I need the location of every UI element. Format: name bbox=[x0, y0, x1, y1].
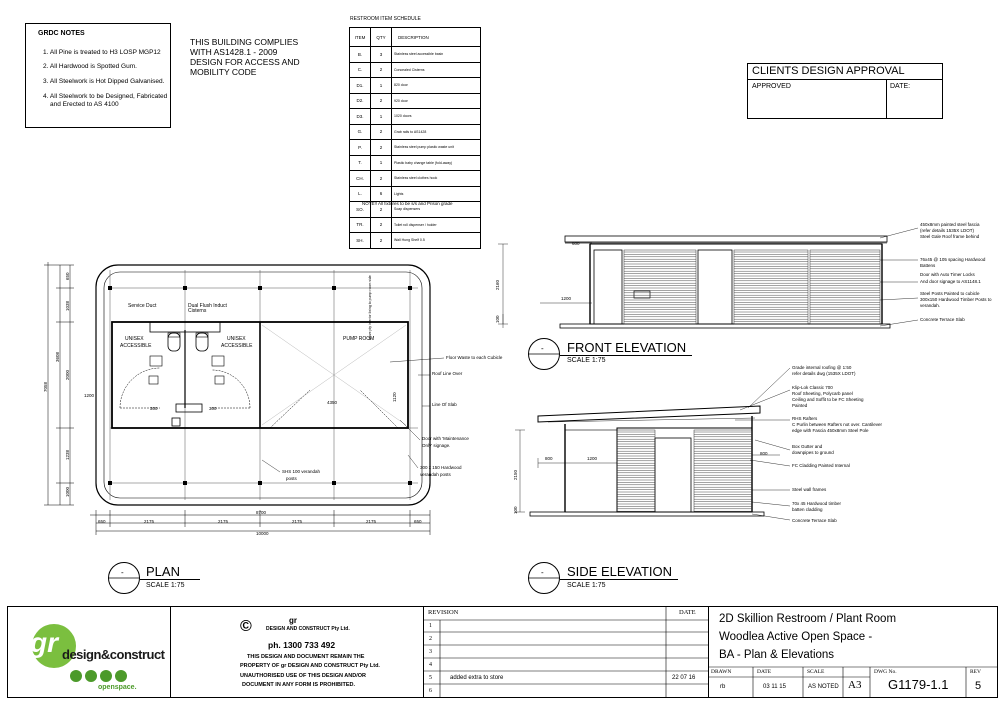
side-callout-8: C Purlin between Rafters not over. Cantilever bbox=[792, 422, 883, 427]
front-callout-1: 450x8mm painted steel fascia bbox=[920, 222, 980, 227]
side-callout-11: downpipes to ground bbox=[792, 450, 834, 455]
revision-date-header: DATE bbox=[679, 609, 696, 616]
side-callout-3: Klip-Lok Classic 700 bbox=[792, 385, 833, 390]
front-title: FRONT ELEVATION bbox=[567, 340, 687, 355]
front-callout-6: Door with Auto Timer Locks bbox=[920, 272, 975, 277]
front-callout-10: verandah. bbox=[920, 303, 941, 308]
front-callout-8: Steel Posts Painted to cubicle bbox=[920, 291, 980, 296]
approval-date-label: DATE: bbox=[890, 83, 911, 90]
scale-label: SCALE bbox=[807, 669, 825, 675]
side-callout-15: batten cladding bbox=[792, 507, 823, 512]
schedule-desc: 920 door bbox=[392, 93, 481, 109]
schedule-qty: 2 bbox=[371, 202, 392, 218]
schedule-qty: 1 bbox=[371, 155, 392, 171]
rev-value: 5 bbox=[975, 680, 982, 692]
approval-title: CLIENTS DESIGN APPROVAL bbox=[752, 65, 905, 77]
schedule-qty: 2 bbox=[371, 217, 392, 233]
schedule-item: D1. bbox=[350, 78, 371, 94]
compliance-line-4: MOBILITY CODE bbox=[190, 67, 257, 77]
legal-line-2: PROPERTY OF gr DESIGN AND CONSTRUCT Pty Ltd. bbox=[240, 663, 380, 669]
schedule-desc: Concealed Cisterns bbox=[392, 62, 481, 78]
revision-num-5: 5 bbox=[429, 675, 432, 681]
revision-text-5: added extra to store bbox=[450, 675, 504, 681]
schedule-item: T. bbox=[350, 155, 371, 171]
schedule-item: D2. bbox=[350, 93, 371, 109]
schedule-header-desc: DESCRIPTION bbox=[392, 28, 481, 47]
plan-dim-left-6: 1000 bbox=[65, 486, 70, 497]
side-callout-16: Concrete Terrace Slab bbox=[792, 518, 837, 523]
revision-header: REVISION bbox=[428, 609, 459, 616]
side-callout-2: refer details dwg (1535X LDOT) bbox=[792, 371, 856, 376]
plan-dim-bottom-1: 650 bbox=[98, 519, 106, 524]
plan-scale: SCALE 1:75 bbox=[146, 582, 185, 589]
plan-dim-1120: 1120 bbox=[392, 392, 397, 402]
schedule-desc: Plastic baby change table (fold-away) bbox=[392, 155, 481, 171]
plan-dim-bottom-2: 2175 bbox=[144, 519, 155, 524]
company-phone: ph. 1300 733 492 bbox=[268, 640, 336, 650]
side-callout-1: Grade internal roofing @ 1:50 bbox=[792, 365, 852, 370]
side-callout-13: Steel wall frames bbox=[792, 487, 827, 492]
side-dim-1200: 1200 bbox=[587, 456, 598, 461]
schedule-item: CH. bbox=[350, 171, 371, 187]
schedule-qty: 6 bbox=[371, 186, 392, 202]
side-callout-7: RHS Rafters bbox=[792, 416, 818, 421]
schedule-desc: 1020 doors bbox=[392, 109, 481, 125]
side-callout-4: Roof Sheeting, Polycarb panel bbox=[792, 391, 853, 396]
compliance-line-2: WITH AS1428.1 - 2009 bbox=[190, 47, 278, 57]
revision-num-3: 3 bbox=[429, 649, 432, 655]
front-callout-3: Steel Gale Roof frame behind bbox=[920, 234, 980, 239]
schedule-qty: 2 bbox=[371, 140, 392, 156]
schedule-desc: Stainless steel accessible basin bbox=[392, 47, 481, 63]
plan-label-accessible-right: ACCESSIBLE bbox=[221, 343, 253, 349]
plan-callout-roof-line: Roof Line Over bbox=[432, 371, 463, 376]
plan-label-wall-note: Move ply interior lining to pump room side bbox=[368, 275, 372, 340]
front-callout-11: Concrete Terrace Slab bbox=[920, 317, 965, 322]
plan-label-cisterns: Dual Flush Induct Cisterns bbox=[188, 303, 227, 314]
schedule-qty: 1 bbox=[371, 109, 392, 125]
compliance-line-1: THIS BUILDING COMPLIES bbox=[190, 37, 299, 47]
project-title-2: Woodlea Active Open Space - bbox=[719, 631, 873, 643]
drawn-value: rb bbox=[720, 684, 726, 690]
copyright-icon: © bbox=[240, 618, 252, 635]
plan-dim-bottom-5: 2175 bbox=[366, 519, 377, 524]
plan-dim-300a: 300 bbox=[150, 406, 158, 411]
plan-dim-bottom-6: 650 bbox=[414, 519, 422, 524]
revision-date-5: 22 07 16 bbox=[672, 675, 696, 681]
legal-line-1: THIS DESIGN AND DOCUMENT REMAIN THE bbox=[247, 654, 365, 660]
plan-title-marker-text: - bbox=[121, 568, 124, 577]
schedule-desc: 820 door bbox=[392, 78, 481, 94]
front-dim-600: 600 bbox=[572, 241, 580, 246]
grdc-note-2: 2. All Hardwood is Spotted Gum. bbox=[43, 63, 137, 70]
logo-text: design&construct bbox=[62, 647, 165, 662]
revision-num-1: 1 bbox=[429, 623, 432, 629]
schedule-qty: 2 bbox=[371, 171, 392, 187]
front-callout-9: 300x150 Hardwood Timber Posts to bbox=[920, 297, 992, 302]
date-label: DATE bbox=[757, 669, 772, 675]
plan-callout-door-2: Only' signage. bbox=[422, 443, 451, 448]
company-name: DESIGN AND CONSTRUCT Pty Ltd. bbox=[266, 626, 350, 632]
side-dim-800b: 800 bbox=[760, 451, 768, 456]
plan-dim-left-total: 7058 bbox=[43, 381, 48, 392]
grdc-note-3: 3. All Steelwork is Hot Dipped Galvanised. bbox=[43, 78, 165, 85]
company-mark: gr bbox=[289, 616, 297, 625]
front-dim-100: 100 bbox=[495, 315, 500, 323]
revision-num-6: 6 bbox=[429, 688, 432, 694]
schedule-desc: Stainless steel pump plastic waste unit bbox=[392, 140, 481, 156]
plan-label-unisex-left: UNISEX bbox=[125, 336, 144, 342]
plan-label-accessible-left: ACCESSIBLE bbox=[120, 343, 152, 349]
schedule-title: RESTROOM ITEM SCHEDULE bbox=[350, 16, 421, 22]
schedule-qty: 2 bbox=[371, 233, 392, 249]
front-callout-5: Battens bbox=[920, 263, 936, 268]
plan-callout-line-of-slab: Line Of Slab bbox=[432, 402, 457, 407]
plan-label-pump-room: PUMP ROOM bbox=[343, 336, 375, 342]
plan-callout-floor-waste: Floor Waste to each Cubicle bbox=[446, 355, 503, 360]
side-callout-14: 70x 45 Hardwood timber bbox=[792, 501, 842, 506]
schedule-item: C. bbox=[350, 62, 371, 78]
plan-dim-300b: 300 bbox=[209, 406, 217, 411]
plan-dim-left-1: 650 bbox=[65, 272, 70, 280]
plan-label-unisex-right: UNISEX bbox=[227, 336, 246, 342]
schedule-item: L. bbox=[350, 186, 371, 202]
side-dim-800a: 800 bbox=[545, 456, 553, 461]
side-title-marker-text: - bbox=[541, 568, 544, 577]
plan-callout-shs-2: posts bbox=[286, 476, 297, 481]
grdc-notes-title: GRDC NOTES bbox=[38, 30, 85, 37]
front-callout-7: And door signage to AS1148.1 bbox=[920, 279, 981, 284]
schedule-item: B. bbox=[350, 47, 371, 63]
plan-label-service-duct: Service Duct bbox=[128, 303, 157, 309]
side-callout-9: edge with Fascia 450x8mm Steel Pole bbox=[792, 428, 869, 433]
schedule-qty: 2 bbox=[371, 124, 392, 140]
side-scale: SCALE 1:75 bbox=[567, 582, 606, 589]
front-callout-4: 76x45 @ 105 spacing Hardwood bbox=[920, 257, 986, 262]
plan-dim-total: 10000 bbox=[256, 531, 269, 536]
schedule-item: P. bbox=[350, 140, 371, 156]
plan-dim-left-2: 1038 bbox=[65, 300, 70, 311]
scale-value: AS NOTED bbox=[808, 684, 839, 690]
schedule-desc: Stainless steel clothes hook bbox=[392, 171, 481, 187]
legal-line-3: UNAUTHORISED USE OF THIS DESIGN AND/OR bbox=[240, 673, 366, 679]
revision-num-4: 4 bbox=[429, 662, 432, 668]
grdc-note-4b: and Erected to AS 4100 bbox=[50, 101, 119, 108]
compliance-line-3: DESIGN FOR ACCESS AND bbox=[190, 57, 300, 67]
project-title-1: 2D Skillion Restroom / Plant Room bbox=[719, 613, 897, 625]
front-scale: SCALE 1:75 bbox=[567, 357, 606, 364]
side-callout-12: FC Cladding Painted Internal bbox=[792, 463, 850, 468]
sheet-size: A3 bbox=[848, 679, 862, 691]
revision-num-2: 2 bbox=[429, 636, 432, 642]
front-dim-2160: 2160 bbox=[495, 279, 500, 290]
schedule-header-qty: QTY bbox=[371, 28, 392, 47]
plan-dim-4350: 4350 bbox=[327, 400, 338, 405]
side-callout-10: Box Gutter and bbox=[792, 444, 823, 449]
plan-dim-left-3: 3608 bbox=[55, 351, 60, 362]
schedule-desc: Soap dispensers bbox=[392, 202, 481, 218]
schedule-item: D3. bbox=[350, 109, 371, 125]
side-callout-6: Painted bbox=[792, 403, 808, 408]
side-title: SIDE ELEVATION bbox=[567, 564, 672, 579]
date-value: 03 11 15 bbox=[763, 684, 786, 690]
plan-callout-hardwood: 300 x 150 Hardwood bbox=[420, 465, 462, 470]
plan-dim-1200: 1200 bbox=[84, 393, 95, 398]
project-title-3: BA - Plan & Elevations bbox=[719, 649, 835, 661]
schedule-item: SO. bbox=[350, 202, 371, 218]
plan-dim-bottom-4: 2175 bbox=[292, 519, 303, 524]
plan-callout-shs: SHS 100 verandah bbox=[282, 469, 321, 474]
schedule-desc: Lights bbox=[392, 186, 481, 202]
front-title-marker-text: - bbox=[541, 344, 544, 353]
schedule-desc: Wall Hung Shelf 0.5 bbox=[392, 233, 481, 249]
schedule-qty: 2 bbox=[371, 93, 392, 109]
schedule-desc: Grab rails to AS1428 bbox=[392, 124, 481, 140]
schedule-qty: 1 bbox=[371, 78, 392, 94]
approval-approved-label: APPROVED bbox=[752, 83, 791, 90]
dwg-number: G1179-1.1 bbox=[888, 677, 949, 692]
plan-callout-door: Door with 'Maintenance bbox=[422, 436, 469, 441]
logo-mark: gr bbox=[30, 627, 58, 658]
schedule-item: TR. bbox=[350, 217, 371, 233]
schedule-qty: 2 bbox=[371, 62, 392, 78]
plan-callout-hardwood-2: verandah posts bbox=[420, 472, 451, 477]
side-callout-5: Ceiling and Soffit to be FC Sheeting bbox=[792, 397, 864, 402]
side-dim-100: 100 bbox=[513, 506, 518, 514]
front-callout-2: (refer details 1535X LDOT) bbox=[920, 228, 975, 233]
plan-dim-left-4: 2000 bbox=[65, 369, 70, 380]
plan-dim-overall: 8700 bbox=[256, 510, 267, 515]
schedule-note: NOTE!! All fixtures to be s/s and Prison grade bbox=[362, 201, 453, 206]
rev-label: REV bbox=[970, 669, 981, 675]
drawn-label: DRAWN bbox=[711, 669, 732, 675]
schedule-item: SH. bbox=[350, 233, 371, 249]
schedule-qty: 3 bbox=[371, 47, 392, 63]
grdc-note-4: 4. All Steelwork to be Designed, Fabricated bbox=[43, 93, 168, 100]
plan-dim-left-5: 1238 bbox=[65, 449, 70, 460]
plan-title: PLAN bbox=[146, 564, 180, 579]
schedule-header-item: ITEM bbox=[350, 28, 371, 47]
front-dim-1200: 1200 bbox=[561, 296, 572, 301]
legal-line-4: DOCUMENT IN ANY FORM IS PROHIBITED. bbox=[242, 682, 356, 688]
plan-dim-bottom-3: 2175 bbox=[218, 519, 229, 524]
schedule-desc: Toilet roll dispenser / holder bbox=[392, 217, 481, 233]
grdc-note-1: 1. All Pine is treated to H3 LOSP MGP12 bbox=[43, 49, 161, 56]
dwg-label: DWG No. bbox=[874, 669, 897, 675]
logo-subtext: openspace. bbox=[98, 684, 137, 691]
side-dim-2150: 2150 bbox=[513, 469, 518, 480]
schedule-item: G. bbox=[350, 124, 371, 140]
